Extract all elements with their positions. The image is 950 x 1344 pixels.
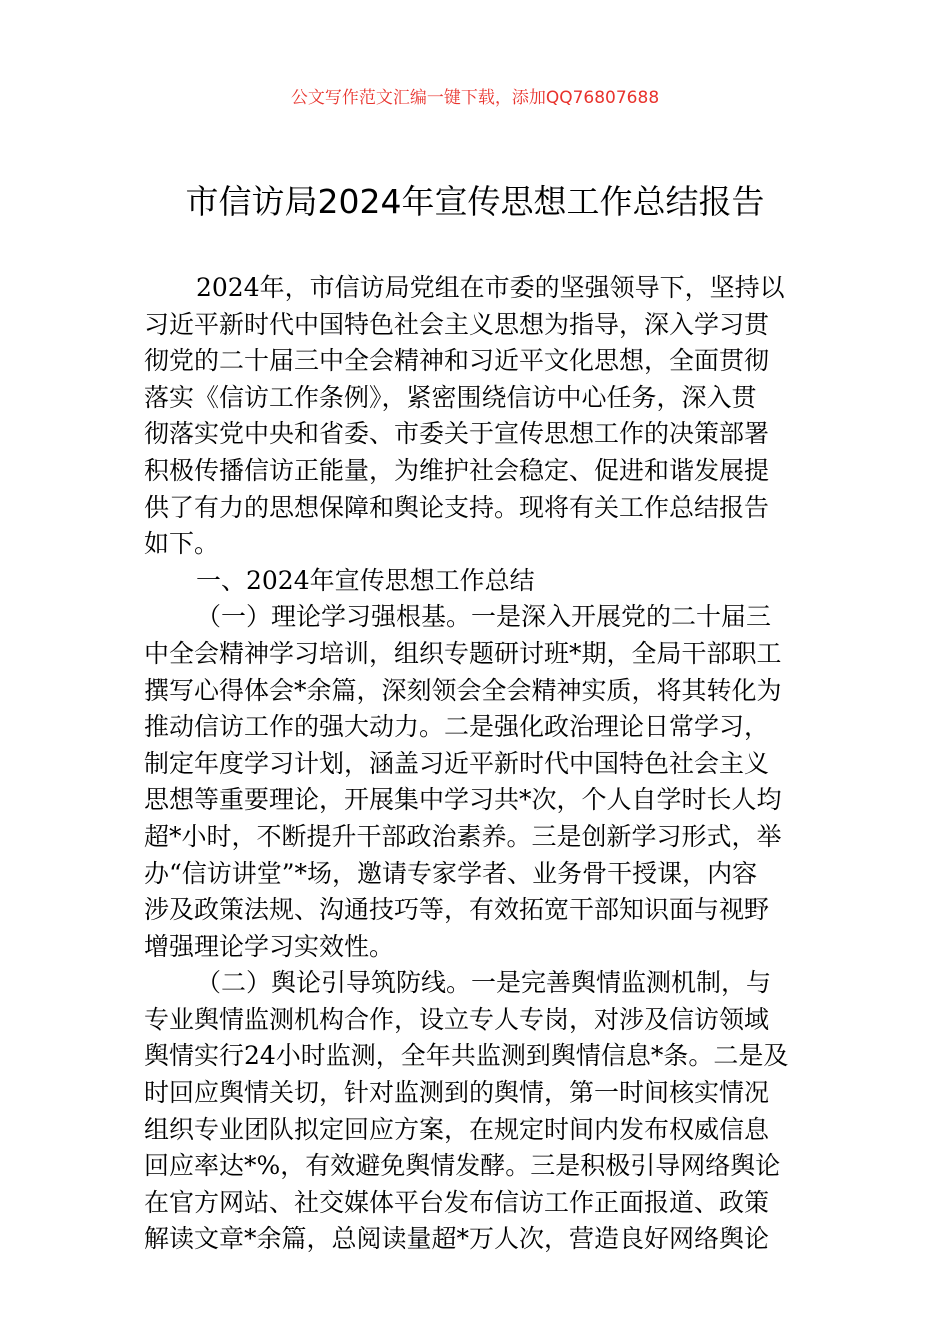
paragraph-line: 在官方网站、社交媒体平台发布信访工作正面报道、政策 — [144, 1187, 770, 1217]
document-title: 市信访局2024年宣传思想工作总结报告 — [185, 182, 765, 221]
paragraph-line: 思想等重要理论，开展集中学习共*次，个人自学时长人均 — [144, 785, 782, 815]
paragraph-line: 2024年，市信访局党组在市委的坚强领导下，坚持以 — [196, 273, 785, 302]
paragraph-line: 撰写心得体会*余篇，深刻领会全会精神实质，将其转化为 — [144, 675, 782, 705]
paragraph-line: 制定年度学习计划，涵盖习近平新时代中国特色社会主义 — [144, 748, 770, 778]
paragraph-line: 推动信访工作的强大动力。二是强化政治理论日常学习， — [144, 712, 770, 742]
paragraph-line: 落实《信访工作条例》，紧密围绕信访中心任务，深入贯 — [144, 382, 757, 412]
paragraph-line: （二）舆论引导筑防线。一是完善舆情监测机制，与 — [196, 968, 772, 998]
section-heading: 一、2024年宣传思想工作总结 — [196, 565, 535, 595]
paragraph-line: 积极传播信访正能量，为维护社会稳定、促进和谐发展提 — [144, 455, 770, 485]
paragraph-line: 彻党的二十届三中全会精神和习近平文化思想，全面贯彻 — [144, 346, 770, 376]
paragraph-line: 时回应舆情关切，针对监测到的舆情，第一时间核实情况 — [144, 1078, 770, 1108]
download-promo-note: 公文写作范文汇编一键下载，添加QQ76807688 — [290, 88, 660, 108]
paragraph-line: 超*小时，不断提升干部政治素养。三是创新学习形式，举 — [144, 821, 782, 851]
paragraph-line: 回应率达*%，有效避免舆情发酵。三是积极引导网络舆论 — [144, 1151, 781, 1181]
document-body — [144, 270, 812, 1258]
paragraph-line: 习近平新时代中国特色社会主义思想为指导，深入学习贯 — [144, 309, 770, 339]
paragraph-line: 如下。 — [144, 529, 220, 559]
paragraph-line: 专业舆情监测机构合作，设立专人专岗，对涉及信访领域 — [144, 1004, 770, 1034]
paragraph-line: （一）理论学习强根基。一是深入开展党的二十届三 — [196, 602, 772, 632]
paragraph-line: 供了有力的思想保障和舆论支持。现将有关工作总结报告 — [144, 492, 770, 522]
paragraph-line: 增强理论学习实效性。 — [144, 931, 395, 961]
paragraph-line: 涉及政策法规、沟通技巧等，有效拓宽干部知识面与视野 — [144, 895, 770, 925]
paragraph-line: 舆情实行24小时监测，全年共监测到舆情信息*条。二是及 — [144, 1041, 789, 1071]
paragraph-line: 办“信访讲堂”*场，邀请专家学者、业务骨干授课，内容 — [144, 858, 758, 888]
paragraph-line: 解读文章*余篇，总阅读量超*万人次，营造良好网络舆论 — [144, 1224, 770, 1254]
paragraph-line: 彻落实党中央和省委、市委关于宣传思想工作的决策部署 — [144, 419, 770, 449]
paragraph-line: 中全会精神学习培训，组织专题研讨班*期，全局干部职工 — [144, 638, 782, 668]
paragraph-line: 组织专业团队拟定回应方案，在规定时间内发布权威信息 — [144, 1114, 770, 1144]
